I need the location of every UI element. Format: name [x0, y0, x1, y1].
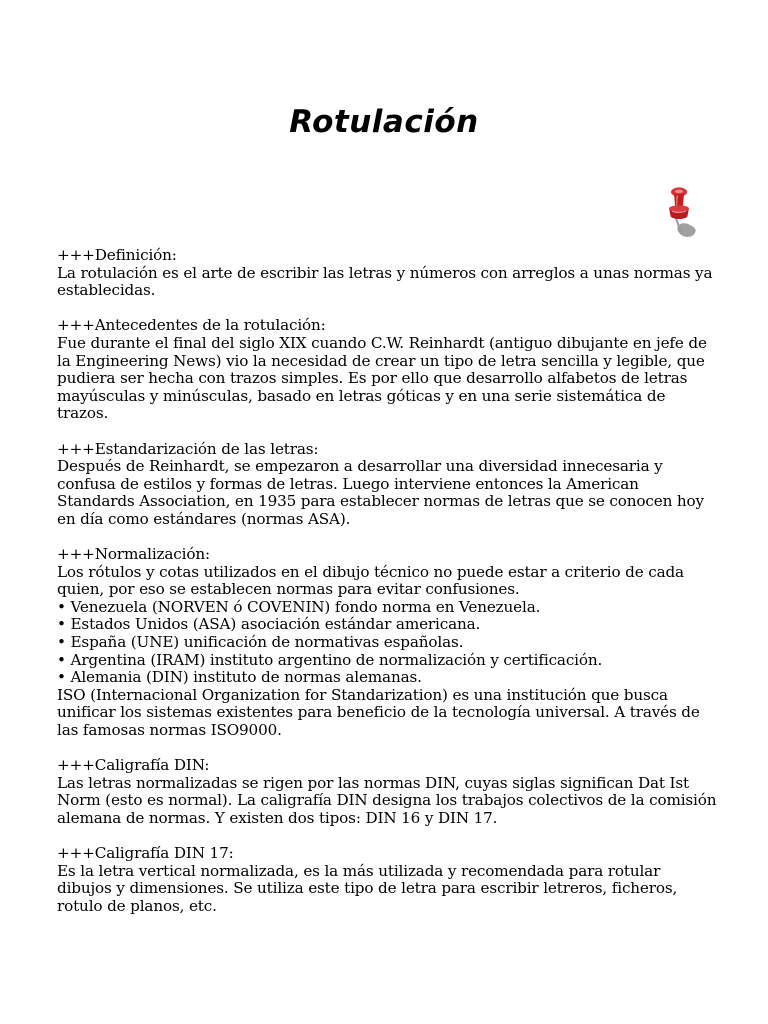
section-heading: +++Antecedentes de la rotulación: — [57, 316, 326, 335]
list-item — [57, 634, 719, 652]
section-paragraph: ISO (Internacional Organization for Standarization) es una institución que busca unificar los sistemas existentes para beneficio de la tecnología universal. A través de las famosas normas ISO9000. — [57, 685, 700, 740]
section-definicion — [57, 247, 719, 300]
bullet-icon: • — [57, 668, 66, 687]
section-heading: +++Normalización: — [57, 545, 210, 564]
list-item — [57, 669, 719, 687]
list-item — [57, 652, 719, 670]
section-paragraph: Es la letra vertical normalizada, es la más utilizada y recomendada para rotular dibujos y dimensiones. Se utiliza este tipo de letra para escribir letreros, ficheros, rotulo de planos, etc. — [57, 861, 678, 915]
section-heading: +++Caligrafía DIN: — [57, 756, 210, 775]
list-item-text: Venezuela (NORVEN ó COVENIN) fondo norma en Venezuela. — [70, 597, 541, 616]
document-body — [57, 247, 719, 933]
bullet-icon: • — [57, 633, 66, 652]
section-heading: +++Definición: — [57, 246, 177, 264]
list-item-text: Argentina (IRAM) instituto argentino de normalización y certificación. — [70, 650, 603, 669]
list-item — [57, 616, 719, 634]
section-heading: +++Caligrafía DIN 17: — [57, 844, 234, 863]
section-antecedentes — [57, 317, 719, 423]
section-paragraph: Fue durante el final del siglo XIX cuando C.W. Reinhardt (antiguo dibujante en jefe de la Engineering News) vio la necesidad de crear un tipo de letra sencilla y legible, que pudiera ser hecha con trazos simples. Es por ello que desarrollo alfabetos de letras mayúsculas y minúsculas, basado en letras góticas y en una serie sistemática de trazos. — [57, 333, 707, 423]
section-paragraph: Los rótulos y cotas utilizados en el dibujo técnico no puede estar a criterio de cada quien, por eso se establecen normas para evitar confusiones. — [57, 562, 684, 599]
section-caligrafia-din — [57, 757, 719, 827]
bullet-icon: • — [57, 650, 66, 669]
section-estandarizacion — [57, 441, 719, 529]
section-paragraph: Después de Reinhardt, se empezaron a desarrollar una diversidad innecesaria y confusa de estilos y formas de letras. Luego interviene entonces la American Standards Association, en 1935 para establecer normas de letras que se conocen hoy en día como estándares (normas ASA). — [57, 457, 704, 528]
list-item-text: Alemania (DIN) instituto de normas alemanas. — [70, 668, 422, 687]
section-normalizacion — [57, 546, 719, 740]
list-item-text: Estados Unidos (ASA) asociación estándar americana. — [70, 615, 481, 634]
bullet-icon: • — [57, 597, 66, 616]
list-item-text: España (UNE) unificación de normativas españolas. — [70, 633, 464, 652]
section-paragraph: Las letras normalizadas se rigen por las normas DIN, cuyas siglas significan Dat Ist Norm (esto es normal). La caligrafía DIN designa los trabajos colectivos de la comisión alemana de normas. Y existen dos tipos: DIN 16 y DIN 17. — [57, 773, 717, 827]
section-heading: +++Estandarización de las letras: — [57, 439, 319, 458]
section-paragraph: La rotulación es el arte de escribir las letras y números con arreglos a unas normas ya establecidas. — [57, 263, 713, 300]
list-item — [57, 599, 719, 617]
section-caligrafia-din-17 — [57, 845, 719, 915]
page-title: Rotulación — [289, 104, 479, 140]
bullet-icon: • — [57, 615, 66, 634]
push-pin-icon — [662, 183, 708, 245]
